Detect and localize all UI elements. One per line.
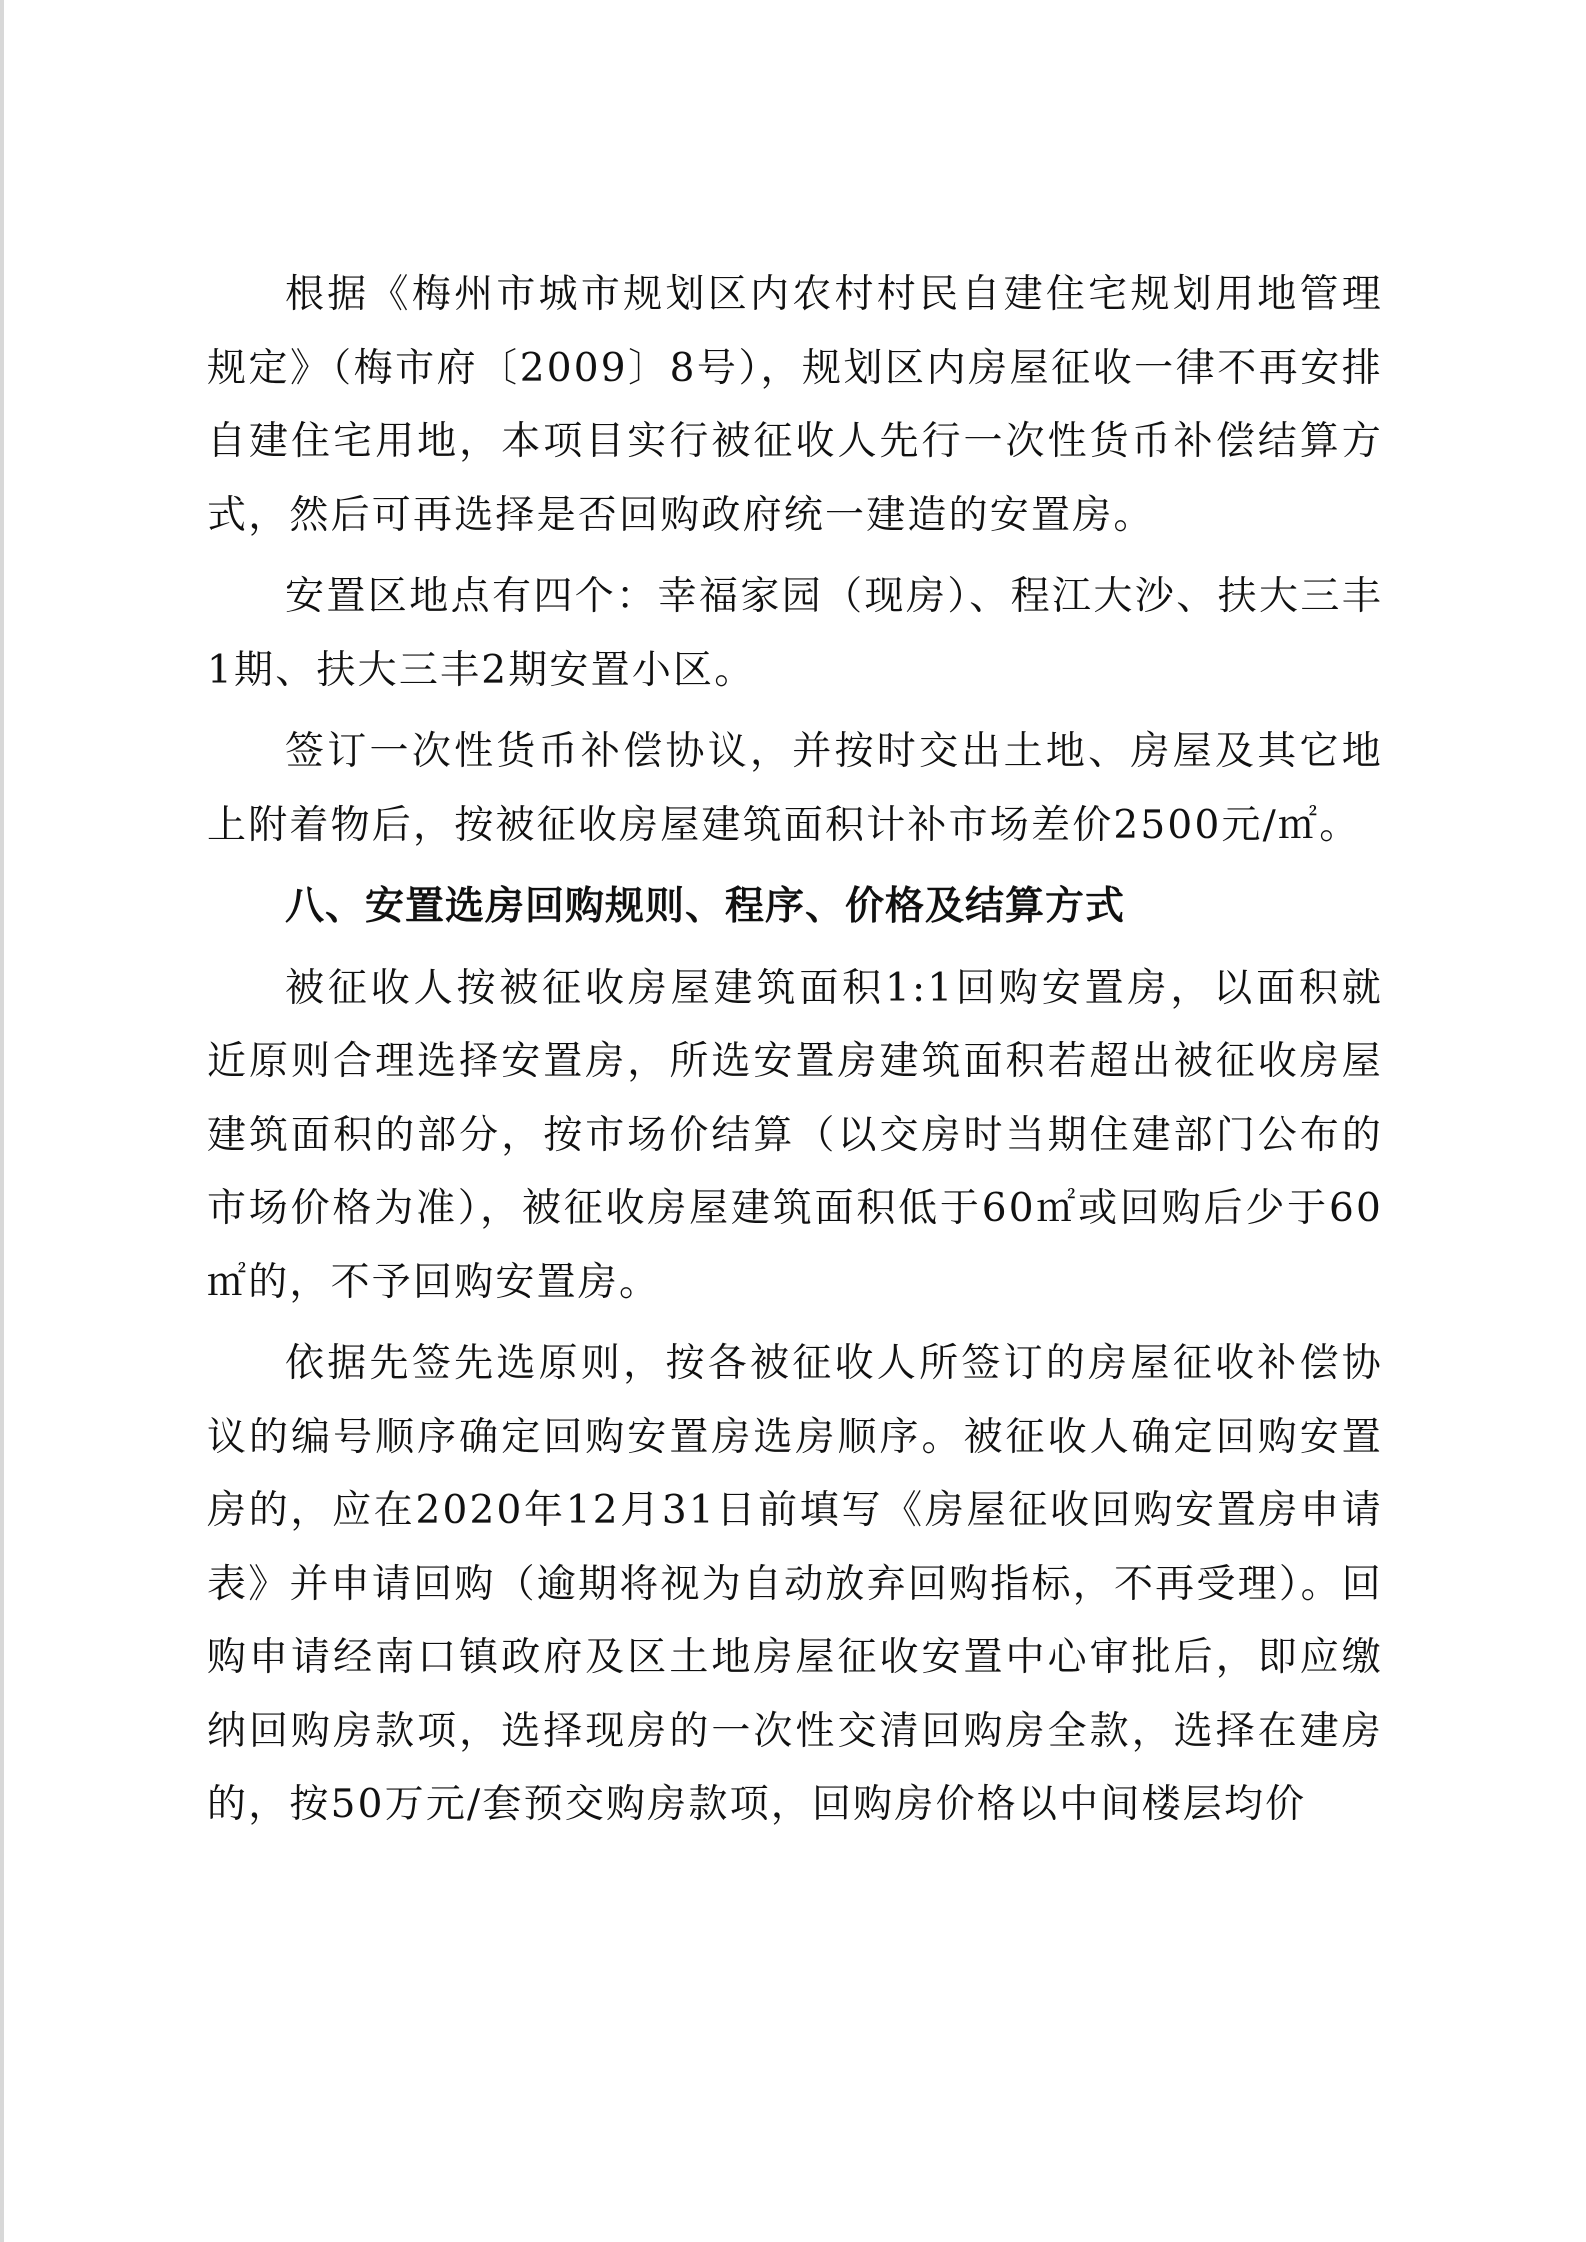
- paragraph-gap: [207, 862, 1383, 870]
- scan-page-edge: [0, 0, 4, 2242]
- paragraph-selection-procedure: 依据先签先选原则，按各被征收人所签订的房屋征收补偿协议的编号顺序确定回购安置房选房顺序。被征收人确定回购安置房的，应在2020年12月31日前填写《房屋征收回购安置房申请表》并申请回购（逾期将视为自动放弃回购指标，不再受理）。回购申请经南口镇政府及区土地房屋征收安置中心审批后，即应缴纳回购房款项，选择现房的一次性交清回购房全款，选择在建房的，按50万元/套预交购房款项，回购房价格以中间楼层均价: [207, 1341, 1383, 1827]
- paragraph-compensation-agreement: 签订一次性货币补偿协议，并按时交出土地、房屋及其它地上附着物后，按被征收房屋建筑面积计补市场差价2500元/㎡。: [207, 729, 1383, 848]
- section-heading-eight: 八、安置选房回购规则、程序、价格及结算方式: [285, 884, 1126, 929]
- paragraph-gap: [207, 707, 1383, 715]
- paragraph-gap: [207, 552, 1383, 560]
- paragraph-gap: [207, 944, 1383, 952]
- document-body: [207, 258, 1383, 1842]
- paragraph-regulation-basis: 根据《梅州市城市规划区内农村村民自建住宅规划用地管理规定》（梅市府〔2009〕8号），规划区内房屋征收一律不再安排自建住宅用地，本项目实行被征收人先行一次性货币补偿结算方式，然后可再选择是否回购政府统一建造的安置房。: [207, 272, 1383, 538]
- paragraph-resettlement-sites: 安置区地点有四个：幸福家园（现房）、程江大沙、扶大三丰1期、扶大三丰2期安置小区。: [207, 574, 1383, 693]
- paragraph-gap: [207, 1319, 1383, 1327]
- paragraph-repurchase-rules: 被征收人按被征收房屋建筑面积1:1回购安置房，以面积就近原则合理选择安置房，所选安置房建筑面积若超出被征收房屋建筑面积的部分，按市场价结算（以交房时当期住建部门公布的市场价格为准），被征收房屋建筑面积低于60㎡或回购后少于60㎡的，不予回购安置房。: [207, 965, 1383, 1305]
